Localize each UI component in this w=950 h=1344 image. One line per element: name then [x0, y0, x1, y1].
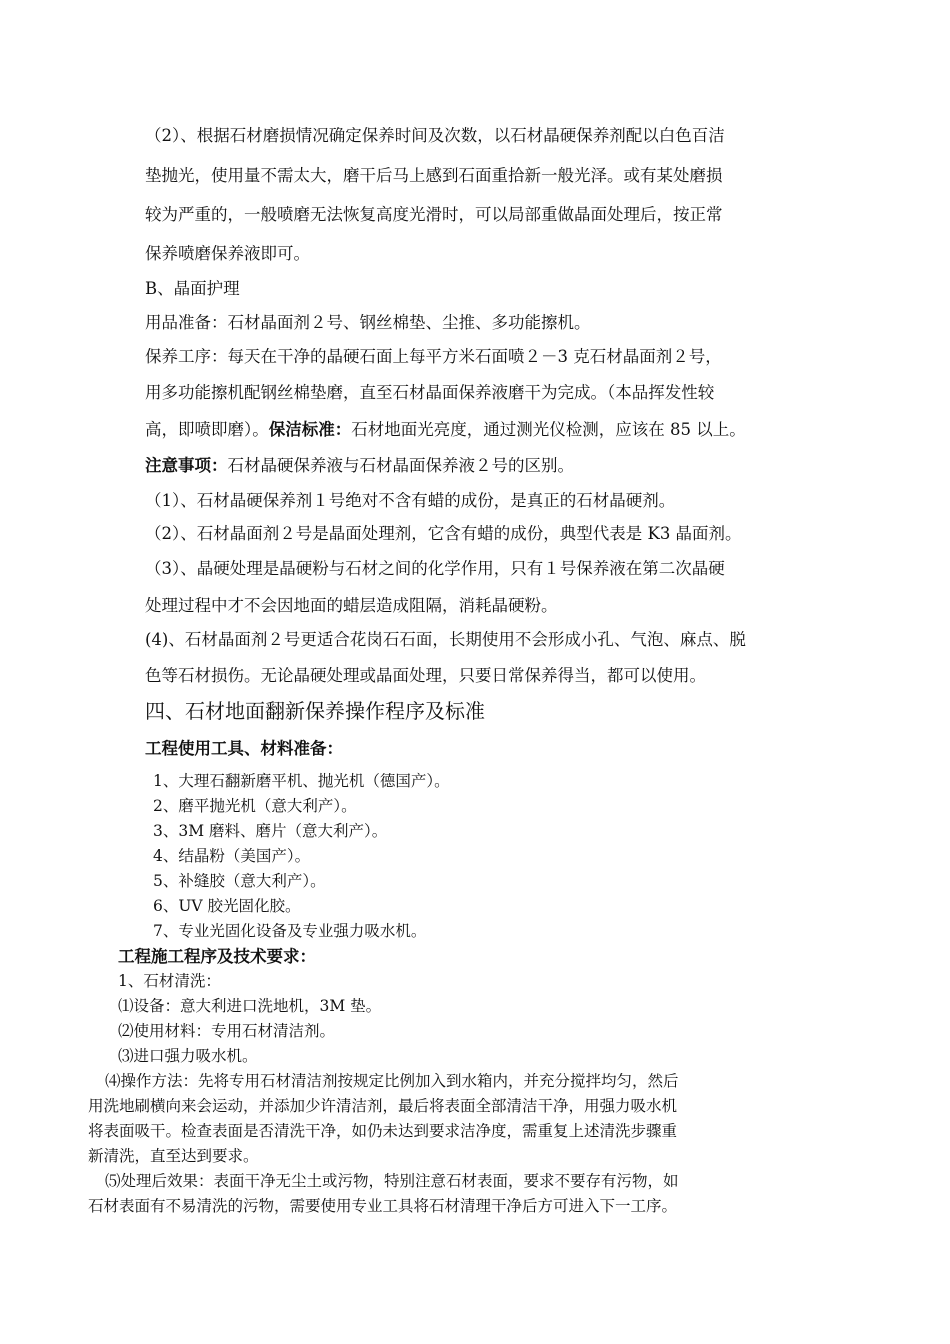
- tool-item: 6、UV 胶光固化胶。: [153, 897, 301, 915]
- section-b-heading: B、晶面护理: [145, 279, 240, 298]
- note-line: (4)、石材晶面剂２号更适合花岗石石面，长期使用不会形成小孔、气泡、麻点、脱: [145, 630, 746, 649]
- section-title: 四、石材地面翻新保养操作程序及标准: [145, 699, 485, 723]
- method-line: 新清洗，直至达到要求。: [88, 1147, 259, 1165]
- effect-line: ⑸处理后效果：表面干净无尘土或污物，特别注意石材表面，要求不要存有污物，如: [105, 1172, 679, 1190]
- tools-heading: 工程使用工具、材料准备：: [145, 739, 343, 758]
- note-line: 处理过程中才不会因地面的蜡层造成阻隔，消耗晶硬粉。: [145, 596, 558, 615]
- supplies-line: 用品准备：石材晶面剂２号、钢丝棉垫、尘推、多功能擦机。: [145, 313, 591, 332]
- method-line: 将表面吸干。检查表面是否清洗干净，如仍未达到要求洁净度，需重复上述清洗步骤重: [88, 1122, 678, 1140]
- notes-label: 注意事项：: [145, 456, 228, 475]
- procedure-line: 用多功能擦机配钢丝棉垫磨，直至石材晶面保养液磨干为完成。（本品挥发性较: [145, 383, 715, 402]
- notes-text: 石材晶硬保养液与石材晶面保养液２号的区别。: [227, 456, 574, 475]
- tool-item: 5、补缝胶（意大利产）。: [153, 872, 326, 890]
- tool-item: 3、3M 磨料、磨片（意大利产）。: [153, 822, 388, 840]
- note-line: 色等石材损伤。无论晶硬处理或晶面处理，只要日常保养得当，都可以使用。: [145, 666, 706, 685]
- step-title: 1、石材清洗：: [118, 972, 221, 990]
- standard-text: 石材地面光亮度，通过测光仪检测，应该在 85 以上。: [351, 420, 746, 439]
- para-line: （2）、根据石材磨损情况确定保养时间及次数，以石材晶硬保养剂配以白色百洁: [145, 126, 725, 145]
- method-line: ⑷操作方法：先将专用石材清洁剂按规定比例加入到水箱内，并充分搅拌均匀，然后: [105, 1072, 679, 1090]
- note-line: （3）、晶硬处理是晶硬粉与石材之间的化学作用，只有１号保养液在第二次晶硬: [145, 559, 725, 578]
- step-item: ⑵使用材料：专用石材清洁剂。: [118, 1022, 336, 1040]
- para-line: 保养喷磨保养液即可。: [145, 244, 310, 263]
- effect-line: 石材表面有不易清洗的污物，需要使用专业工具将石材清理干净后方可进入下一工序。: [88, 1197, 678, 1215]
- notes-line: [145, 452, 574, 476]
- tool-item: 1、大理石翻新磨平机、抛光机（德国产）。: [153, 772, 450, 790]
- procedure-standard-line: [145, 416, 746, 440]
- tool-item: 4、结晶粉（美国产）。: [153, 847, 311, 865]
- para-line: 较为严重的，一般喷磨无法恢复高度光滑时，可以局部重做晶面处理后，按正常: [145, 205, 723, 224]
- procedure-line: 保养工序：每天在干净的晶硬石面上每平方米石面喷２－3 克石材晶面剂２号，: [145, 347, 722, 366]
- tool-item: 7、专业光固化设备及专业强力吸水机。: [153, 922, 427, 940]
- step-item: ⑴设备：意大利进口洗地机，3M 垫。: [118, 997, 382, 1015]
- process-heading: 工程施工程序及技术要求：: [118, 947, 316, 966]
- standard-label: 保洁标准：: [268, 420, 352, 439]
- note-line: （2）、石材晶面剂２号是晶面处理剂，它含有蜡的成份，典型代表是 K3 晶面剂。: [145, 524, 742, 543]
- procedure-line-end: 高，即喷即磨）。: [145, 420, 269, 439]
- step-item: ⑶进口强力吸水机。: [118, 1047, 258, 1065]
- tool-item: 2、磨平抛光机（意大利产）。: [153, 797, 357, 815]
- para-line: 垫抛光，使用量不需太大，磨干后马上感到石面重拾新一般光泽。或有某处磨损: [145, 166, 723, 185]
- method-line: 用洗地刷横向来会运动，并添加少许清洁剂，最后将表面全部清洁干净，用强力吸水机: [88, 1097, 678, 1115]
- note-line: （1）、石材晶硬保养剂１号绝对不含有蜡的成份，是真正的石材晶硬剂。: [145, 491, 676, 510]
